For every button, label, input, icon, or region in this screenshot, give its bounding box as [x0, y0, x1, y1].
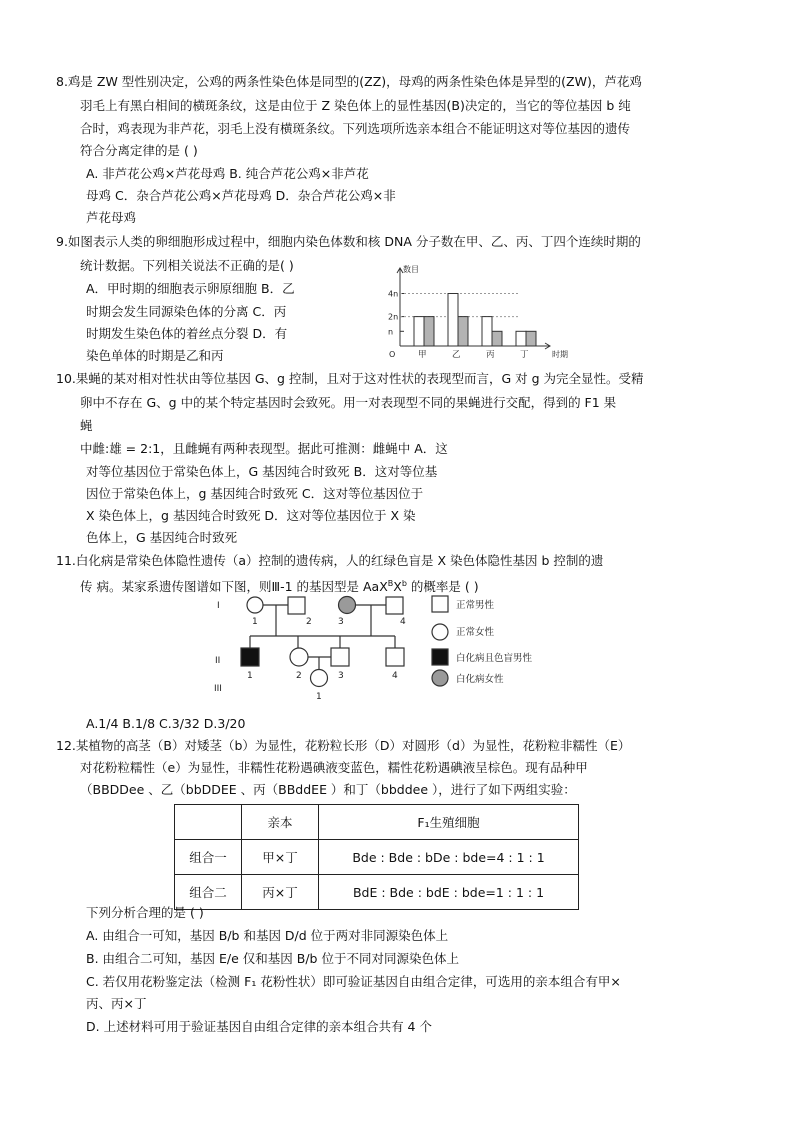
pedigree-I-1-female: [247, 597, 263, 613]
legend-normal-male: 正常男性: [456, 600, 495, 611]
legend-normal-female: 正常女性: [456, 627, 495, 638]
legend-normal-male-icon: [432, 596, 448, 612]
table-row: [175, 840, 579, 875]
chart-x-tick-label: 丙: [486, 350, 495, 360]
pedigree-I-2-male: [288, 597, 305, 614]
q8-option-line-3: 芦花母鸡: [86, 210, 137, 225]
chromosome-dna-bar-chart: [380, 258, 568, 360]
q11-genotype-x: X: [393, 579, 402, 595]
q9-option-line-4: 染色单体的时期是乙和丙: [86, 348, 224, 363]
cross-results-table: [174, 804, 579, 910]
table-header-f1-gametes: F₁生殖细胞: [319, 805, 579, 840]
chart-x-tick-label: 甲: [418, 350, 427, 360]
chart-y-tick-label: 2n: [388, 312, 399, 322]
table-cell-parents: 甲×丁: [242, 840, 319, 875]
chart-bar-dna-3: [526, 331, 536, 346]
pedigree-label-II-3: 3: [338, 671, 344, 681]
q12-line-2: 对花粉粒糯性（e）为显性，非糯性花粉遇碘液变蓝色，糯性花粉遇碘液呈棕色。现有品种甲: [80, 760, 588, 775]
table-cell-gametes: Bde : Bde : bDe : bde=4 : 1 : 1: [319, 840, 579, 875]
chart-x-tick-label: 乙: [452, 350, 461, 360]
q8-line-4: 符合分离定律的是 ( ): [80, 143, 198, 158]
pedigree-II-2-female: [290, 648, 308, 666]
q10-line-1: 10.果蝇的某对相对性状由等位基因 G、g 控制，且对于这对性状的表现型而言，G 对 g 为完全显性。受精: [56, 371, 644, 386]
chart-bar-chromosome-3: [516, 331, 526, 346]
q9-line-2: 统计数据。下列相关说法不正确的是( ): [80, 258, 294, 273]
chart-y-label: 数目: [403, 265, 419, 274]
q12-option-a: A. 由组合一可知，基因 B/b 和基因 D/d 位于两对非同源染色体上: [86, 928, 449, 943]
q12-option-b: B. 由组合二可知，基因 E/e 仅和基因 B/b 位于不同对同源染色体上: [86, 951, 459, 966]
pedigree-II-3-male: [331, 648, 349, 666]
legend-albino-female: 白化病女性: [456, 674, 504, 685]
q10-line-4: 中雌:雄 = 2:1，且雌蝇有两种表现型。据此可推测：雌蝇中 A．这: [80, 441, 448, 456]
q10-line-3: 蝇: [80, 418, 93, 433]
q8-option-line-1: A. 非芦花公鸡×芦花母鸡 B. 纯合芦花公鸡×非芦花: [86, 166, 369, 181]
legend-albino-female-icon: [432, 670, 448, 686]
pedigree-label-II-1: 1: [247, 671, 253, 681]
pedigree-I-3-affected-female: [339, 597, 356, 614]
table-cell-parents: 丙×丁: [242, 875, 319, 910]
chart-bar-chromosome-1: [448, 294, 458, 347]
pedigree-diagram: [200, 590, 533, 702]
q11-options: A.1/4 B.1/8 C.3/32 D.3/20: [86, 716, 246, 731]
q9-option-line-1: A．甲时期的细胞表示卵原细胞 B．乙: [86, 281, 295, 296]
pedigree-label-II-4: 4: [392, 671, 398, 681]
pedigree-gen-II-label: II: [215, 656, 221, 666]
q12-line-3: （BBDDee 、乙（bbDDEE 、丙（BBddEE ）和丁（bbddee ），进行了如下两组实验：: [80, 782, 576, 797]
table-row: [175, 875, 579, 910]
q10-line-8: 色体上，G 基因纯合时致死: [86, 530, 238, 545]
pedigree-gen-I-label: I: [217, 601, 220, 611]
q12-line-1: 12.某植物的高茎（B）对矮茎（b）为显性，花粉粒长形（D）对圆形（d）为显性，花粉粒非糯性（E）: [56, 738, 631, 753]
table-header-row: [175, 805, 579, 840]
pedigree-label-I-4: 4: [400, 617, 406, 627]
table-header-blank: [175, 805, 242, 840]
q8-option-line-2: 母鸡 C．杂合芦花公鸡×芦花母鸡 D．杂合芦花公鸡×非: [86, 188, 396, 203]
q12-option-c-cont: 丙、丙×丁: [86, 996, 147, 1011]
q12-option-c: C. 若仅用花粉鉴定法（检测 F₁ 花粉性状）即可验证基因自由组合定律，可选用的亲本组合有甲×: [86, 974, 621, 989]
chart-bar-chromosome-2: [482, 317, 492, 346]
q11-line-2-text: 传 病。某家系遗传图谱如下图，则Ⅲ-1 的基因型是 AaX: [80, 579, 388, 595]
table-cell-group: 组合二: [175, 875, 242, 910]
q10-line-7: X 染色体上，g 基因纯合时致死 D．这对等位基因位于 X 染: [86, 508, 416, 523]
q12-line-4: 下列分析合理的是 ( ): [86, 905, 204, 920]
chart-origin-label: O: [389, 350, 396, 359]
q8-line-1: 8.鸡是 ZW 型性别决定，公鸡的两条性染色体是同型的(ZZ)，母鸡的两条性染色体是异型的(ZW)，芦花鸡: [56, 74, 642, 89]
chart-y-tick-label: n: [388, 327, 394, 337]
q11-line-2-tail: 的概率是 ( ): [406, 579, 479, 595]
q9-option-line-3: 时期发生染色体的着丝点分裂 D．有: [86, 326, 288, 341]
chart-bar-dna-1: [458, 317, 468, 346]
chart-bar-dna-0: [424, 317, 434, 346]
table-header-parents: 亲本: [242, 805, 319, 840]
chart-x-tick-label: 丁: [520, 350, 529, 360]
pedigree-II-1-affected-male: [241, 648, 259, 666]
q10-line-6: 因位于常染色体上，g 基因纯合时致死 C．这对等位基因位于: [86, 486, 424, 501]
pedigree-label-I-2: 2: [306, 617, 312, 627]
q11-genotype-sup-2: b: [401, 579, 407, 588]
legend-normal-female-icon: [432, 624, 448, 640]
legend-albino-colorblind-male: 白化病且色盲男性: [456, 653, 533, 664]
q10-line-2: 卵中不存在 G、g 中的某个特定基因时会致死。用一对表现型不同的果蝇进行交配，得到的 F1 果: [80, 395, 617, 410]
pedigree-label-II-2: 2: [296, 671, 302, 681]
q9-option-line-2: 时期会发生同源染色体的分离 C．丙: [86, 304, 287, 319]
table-cell-gametes: BdE : Bde : bdE : bde=1 : 1 : 1: [319, 875, 579, 910]
pedigree-label-I-3: 3: [338, 617, 344, 627]
q8-line-2: 羽毛上有黑白相间的横斑条纹，这是由位于 Z 染色体上的显性基因(B)决定的，当它的等位基因 b 纯: [80, 98, 631, 113]
chart-y-tick-label: 4n: [388, 289, 399, 299]
pedigree-III-1-female: [311, 670, 328, 687]
q12-option-d: D. 上述材料可用于验证基因自由组合定律的亲本组合共有 4 个: [86, 1019, 432, 1034]
pedigree-label-I-1: 1: [252, 617, 258, 627]
chart-x-label: 时期: [552, 350, 568, 359]
q9-line-1: 9.如图表示人类的卵细胞形成过程中，细胞内染色体数和核 DNA 分子数在甲、乙、丙、丁四个连续时期的: [56, 234, 641, 249]
pedigree-gen-III-label: III: [214, 684, 222, 694]
q11-line-1: 11.白化病是常染色体隐性遗传（a）控制的遗传病，人的红绿色盲是 X 染色体隐性基因 b 控制的遗: [56, 553, 604, 568]
pedigree-label-III-1: 1: [316, 692, 322, 702]
pedigree-I-4-male: [386, 597, 403, 614]
chart-bar-chromosome-0: [414, 317, 424, 346]
table-cell-group: 组合一: [175, 840, 242, 875]
chart-bar-dna-2: [492, 331, 502, 346]
q10-line-5: 对等位基因位于常染色体上，G 基因纯合时致死 B．这对等位基: [86, 464, 438, 479]
legend-albino-colorblind-male-icon: [432, 649, 448, 665]
q8-line-3: 合时，鸡表现为非芦花，羽毛上没有横斑条纹。下列选项所选亲本组合不能证明这对等位基因的遗传: [80, 121, 631, 136]
pedigree-II-4-male: [386, 648, 404, 666]
q11-genotype-sup-1: B: [387, 579, 394, 588]
